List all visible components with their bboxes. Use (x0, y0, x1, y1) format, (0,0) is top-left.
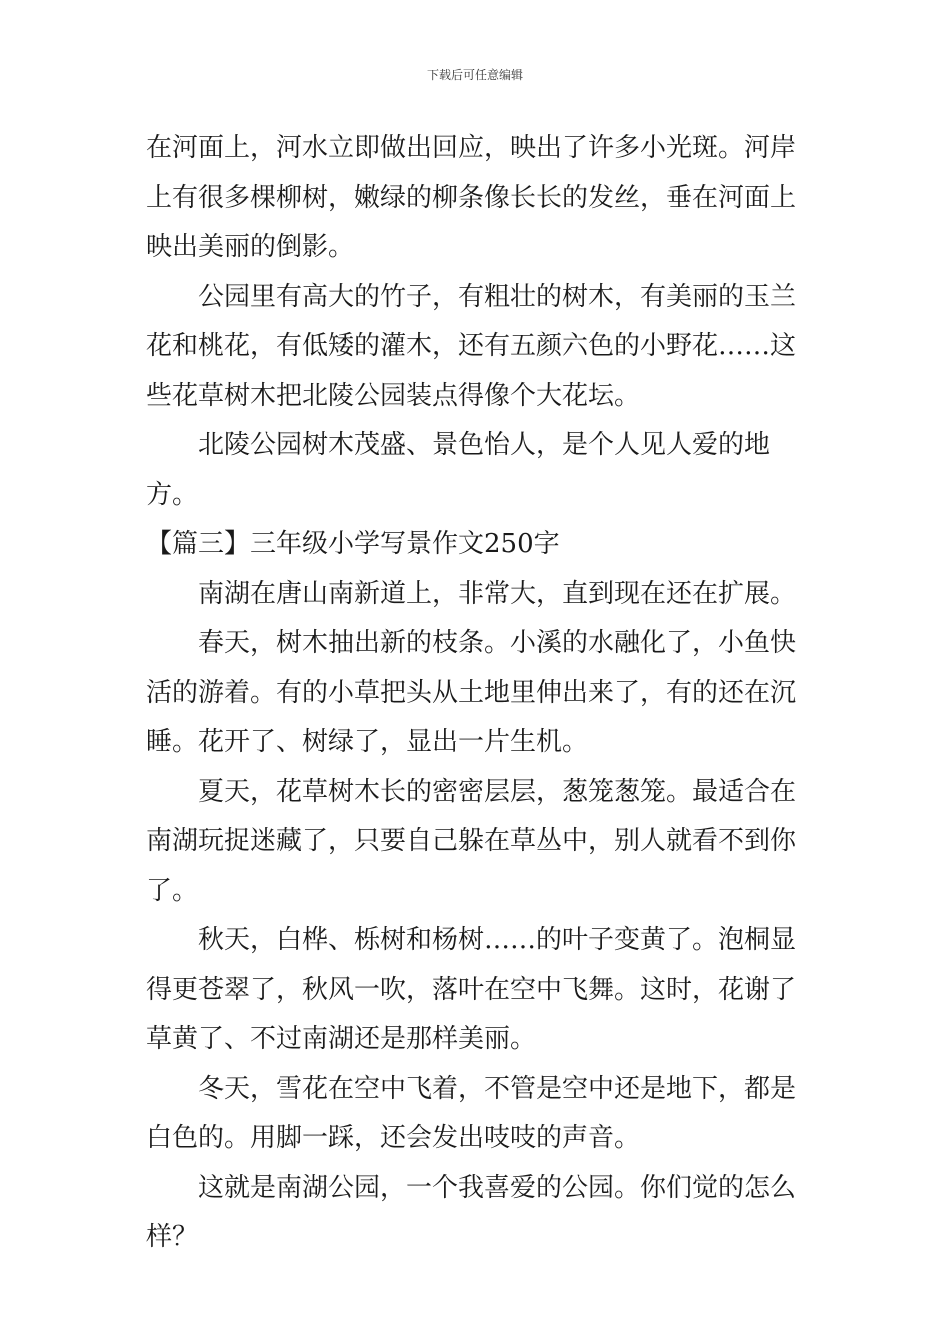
paragraph-8: 冬天，雪花在空中飞着，不管是空中还是地下，都是白色的。用脚一踩，还会发出吱吱的声音。 (146, 1073, 797, 1153)
document-body (146, 124, 810, 1263)
paragraph-5: 春天，树木抽出新的枝条。小溪的水融化了，小鱼快活的游着。有的小草把头从土地里伸出来了，有的还在沉睡。花开了、树绿了，显出一片生机。 (146, 628, 797, 757)
paragraph-1: 在河面上，河水立即做出回应，映出了许多小光斑。河岸上有很多棵柳树，嫩绿的柳条像长长的发丝，垂在河面上映出美丽的倒影。 (146, 133, 797, 262)
paragraph-7: 秋天，白桦、栎树和杨树……的叶子变黄了。泡桐显得更苍翠了，秋风一吹，落叶在空中飞舞。这时，花谢了草黄了、不过南湖还是那样美丽。 (146, 925, 797, 1054)
paragraph-6: 夏天，花草树木长的密密层层，葱笼葱笼。最适合在南湖玩捉迷藏了，只要自己躲在草丛中，别人就看不到你了。 (146, 776, 797, 906)
paragraph-3: 北陵公园树木茂盛、景色怡人，是个人见人爱的地方。 (146, 430, 771, 510)
paragraph-9: 这就是南湖公园，一个我喜爱的公园。你们觉的怎么样？ (146, 1172, 797, 1252)
paragraph-2: 公园里有高大的竹子，有粗壮的树木，有美丽的玉兰花和桃花，有低矮的灌木，还有五颜六色的小野花……这些花草树木把北陵公园装点得像个大花坛。 (146, 281, 797, 411)
section-heading: 【篇三】三年级小学写景作文250字 (146, 529, 560, 559)
page-header: 下载后可任意编辑 (426, 68, 523, 82)
paragraph-4: 南湖在唐山南新道上，非常大，直到现在还在扩展。 (198, 578, 797, 609)
